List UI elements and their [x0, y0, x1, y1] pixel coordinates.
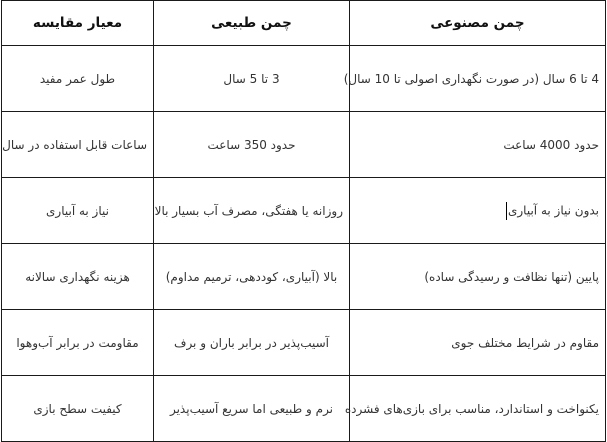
cell-natural: حدود 350 ساعت — [154, 112, 350, 178]
table-row — [2, 178, 606, 244]
cell-natural: بالا (آبیاری، کوددهی، ترمیم مداوم) — [154, 244, 350, 310]
cell-artificial: 4 تا 6 سال (در صورت نگهداری اصولی تا 10 سال) — [350, 46, 606, 112]
header-comparison-criterion: معیار مقایسه — [2, 1, 154, 46]
cell-criterion: هزینه نگهداری سالانه — [2, 244, 154, 310]
cell-artificial[interactable] — [350, 178, 606, 244]
header-natural-grass: چمن طبیعی — [154, 1, 350, 46]
header-row — [2, 1, 606, 46]
cell-artificial: پایین (تنها نظافت و رسیدگی ساده) — [350, 244, 606, 310]
cell-artificial: یکنواخت و استاندارد، مناسب برای بازی‌های فشرده — [350, 376, 606, 442]
text-cursor — [506, 202, 507, 220]
comparison-table — [1, 0, 606, 442]
cell-criterion: نیاز به آبیاری — [2, 178, 154, 244]
cell-natural: روزانه یا هفتگی، مصرف آب بسیار بالا — [154, 178, 350, 244]
header-artificial-grass: چمن مصنوعی — [350, 1, 606, 46]
cell-natural: 3 تا 5 سال — [154, 46, 350, 112]
cell-artificial: حدود 4000 ساعت — [350, 112, 606, 178]
table-row — [2, 112, 606, 178]
cell-natural: آسیب‌پذیر در برابر باران و برف — [154, 310, 350, 376]
table-row — [2, 376, 606, 442]
cell-criterion: کیفیت سطح بازی — [2, 376, 154, 442]
table-row — [2, 46, 606, 112]
cell-criterion: مقاومت در برابر آب‌وهوا — [2, 310, 154, 376]
cell-natural: نرم و طبیعی اما سریع آسیب‌پذیر — [154, 376, 350, 442]
cell-artificial-text: بدون نیاز به آبیاری — [507, 203, 599, 217]
cell-artificial: مقاوم در شرایط مختلف جوی — [350, 310, 606, 376]
table-row — [2, 244, 606, 310]
cell-criterion: طول عمر مفید — [2, 46, 154, 112]
cell-criterion: ساعات قابل استفاده در سال — [2, 112, 154, 178]
table-row — [2, 310, 606, 376]
